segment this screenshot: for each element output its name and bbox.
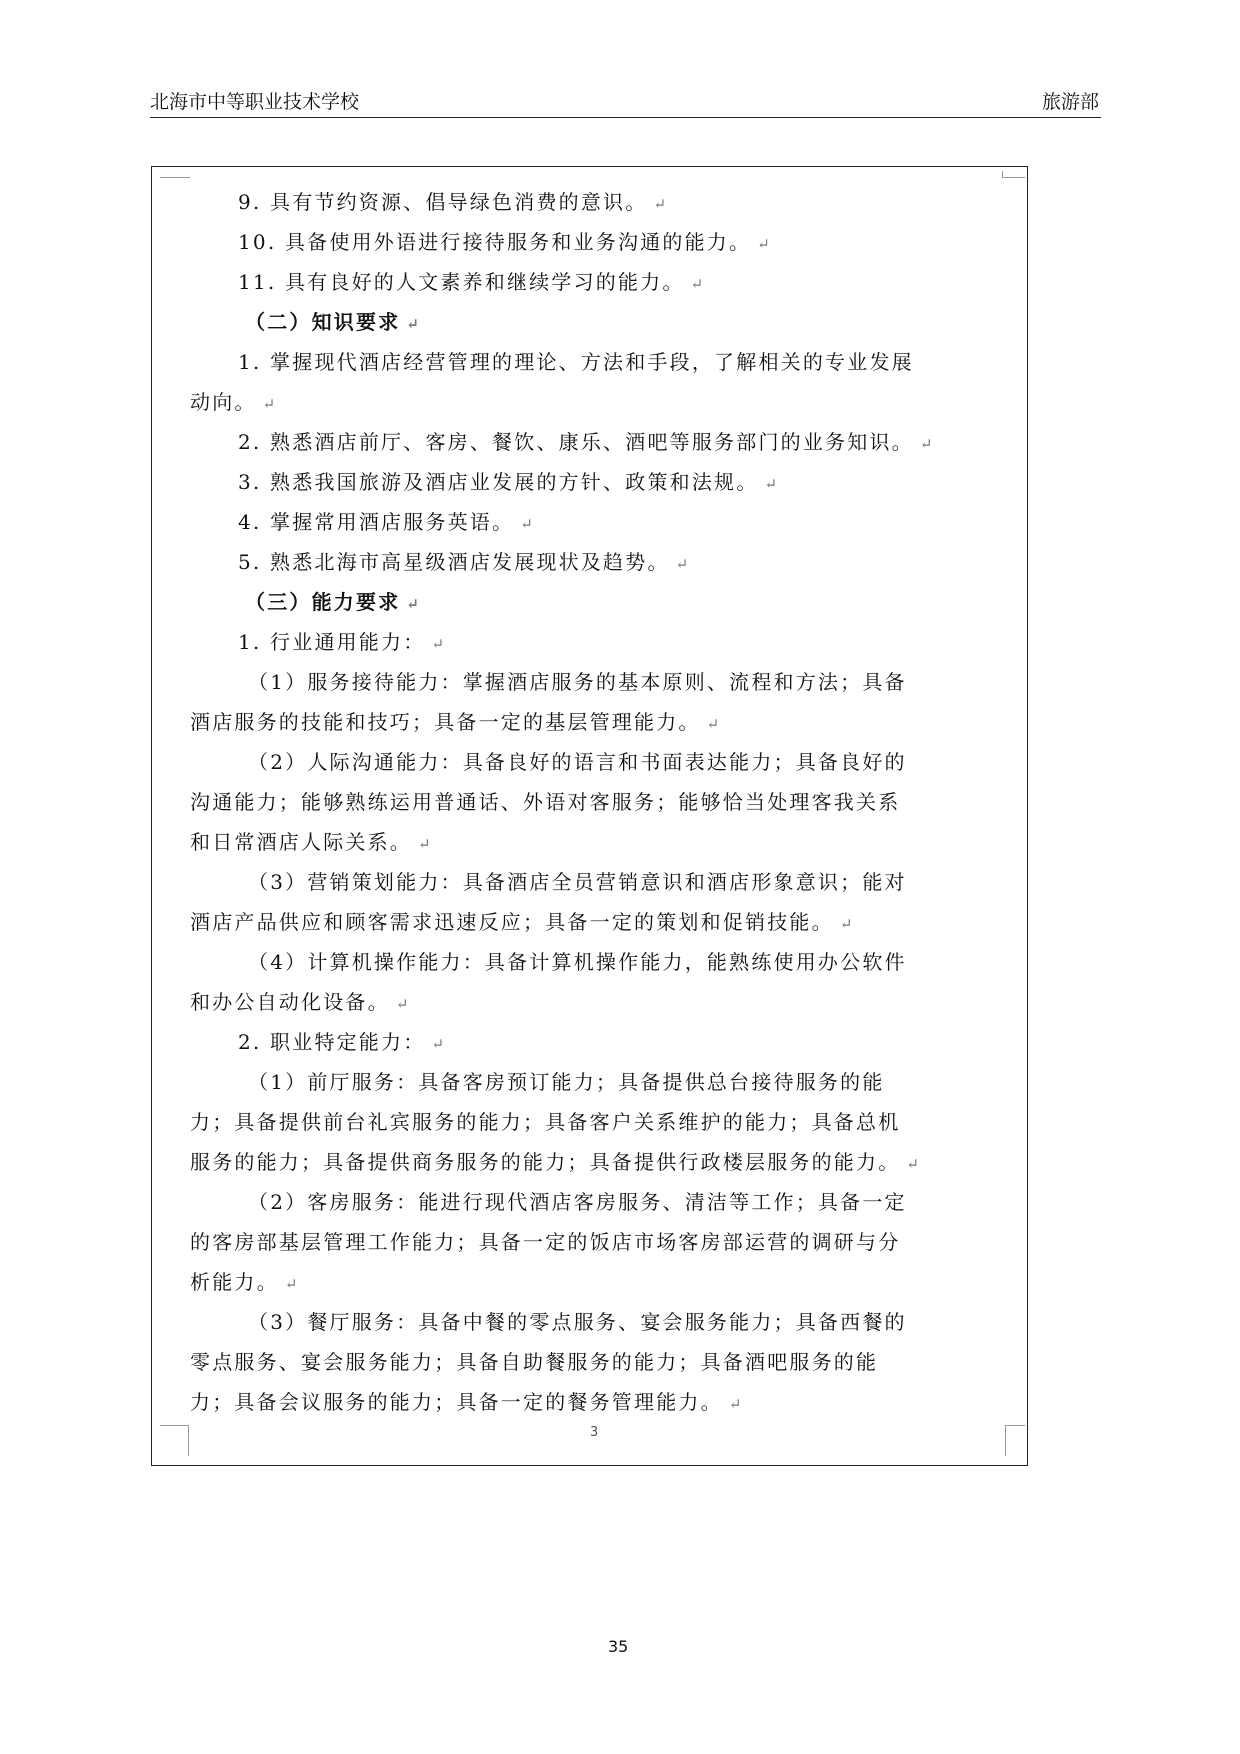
page-header-school: 北海市中等职业技术学校 xyxy=(150,91,360,113)
crop-mark-top-left xyxy=(160,171,190,178)
body-line: （1）前厅服务：具备客房预订能力；具备提供总台接待服务的能 xyxy=(248,1070,885,1094)
body-line: 10. 具备使用外语进行接待服务和业务沟通的能力。 ↵ xyxy=(238,230,770,254)
body-line: 力；具备提供前台礼宾服务的能力；具备客户关系维护的能力；具备总机 xyxy=(190,1110,901,1134)
body-line: 9. 具有节约资源、倡导绿色消费的意识。 ↵ xyxy=(238,190,667,214)
body-line: 析能力。 ↵ xyxy=(190,1270,298,1294)
body-line: 1. 掌握现代酒店经营管理的理论、方法和手段，了解相关的专业发展 xyxy=(238,350,914,374)
body-line: （4）计算机操作能力：具备计算机操作能力，能熟练使用办公软件 xyxy=(248,950,907,974)
body-line: 和办公自动化设备。 ↵ xyxy=(190,990,409,1014)
body-line: 5. 熟悉北海市高星级酒店发展现状及趋势。 ↵ xyxy=(238,550,689,574)
body-line: 2. 职业特定能力： ↵ xyxy=(238,1030,445,1054)
embedded-page-number: 3 xyxy=(590,1425,599,1440)
body-line: （3）餐厅服务：具备中餐的零点服务、宴会服务能力；具备西餐的 xyxy=(248,1310,907,1334)
body-line: （3）营销策划能力：具备酒店全员营销意识和酒店形象意识；能对 xyxy=(248,870,907,894)
body-line: 和日常酒店人际关系。 ↵ xyxy=(190,830,431,854)
crop-mark-bottom-left xyxy=(160,1425,189,1456)
body-line: 酒店产品供应和顾客需求迅速反应；具备一定的策划和促销技能。 ↵ xyxy=(190,910,853,934)
body-line: 零点服务、宴会服务能力；具备自助餐服务的能力；具备酒吧服务的能 xyxy=(190,1350,879,1374)
body-line: 3. 熟悉我国旅游及酒店业发展的方针、政策和法规。 ↵ xyxy=(238,470,778,494)
section-heading: （二）知识要求 ↵ xyxy=(245,310,419,334)
body-line: 动向。 ↵ xyxy=(190,390,276,414)
crop-mark-bottom-right xyxy=(1005,1425,1025,1456)
body-line: 力；具备会议服务的能力；具备一定的餐务管理能力。 ↵ xyxy=(190,1390,742,1414)
body-line: 11. 具有良好的人文素养和继续学习的能力。 ↵ xyxy=(238,270,704,294)
crop-mark-top-right xyxy=(1002,171,1025,178)
body-line: 的客房部基层管理工作能力；具备一定的饭店市场客房部运营的调研与分 xyxy=(190,1230,901,1254)
body-line: 4. 掌握常用酒店服务英语。 ↵ xyxy=(238,510,533,534)
body-line: （2）人际沟通能力：具备良好的语言和书面表达能力；具备良好的 xyxy=(248,750,907,774)
body-line: （1）服务接待能力：掌握酒店服务的基本原则、流程和方法；具备 xyxy=(248,670,907,694)
page-header-department: 旅游部 xyxy=(1042,91,1100,113)
body-line: 1. 行业通用能力： ↵ xyxy=(238,630,445,654)
header-rule xyxy=(150,117,1101,118)
section-heading: （三）能力要求 ↵ xyxy=(245,590,419,614)
body-line: 沟通能力；能够熟练运用普通话、外语对客服务；能够恰当处理客我关系 xyxy=(190,790,901,814)
body-line: 服务的能力；具备提供商务服务的能力；具备提供行政楼层服务的能力。 ↵ xyxy=(190,1150,919,1174)
body-line: （2）客房服务：能进行现代酒店客房服务、清洁等工作；具备一定 xyxy=(248,1190,907,1214)
page-number: 35 xyxy=(608,1637,629,1656)
document-body xyxy=(190,182,1000,1422)
body-line: 酒店服务的技能和技巧；具备一定的基层管理能力。 ↵ xyxy=(190,710,720,734)
body-line: 2. 熟悉酒店前厅、客房、餐饮、康乐、酒吧等服务部门的业务知识。 ↵ xyxy=(238,430,933,454)
